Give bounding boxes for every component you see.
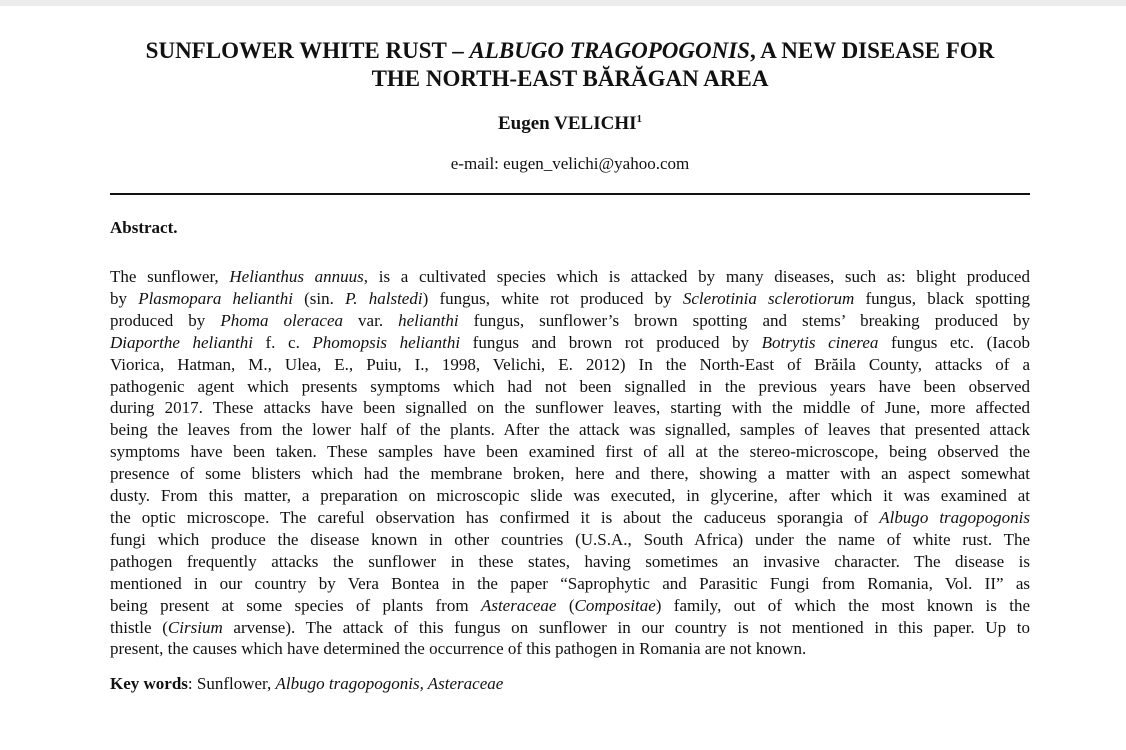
header-divider <box>110 193 1030 195</box>
abstract-line: fungi which produce the disease known in other countries (U.S.A., South Africa) under the name of white rust. The <box>110 529 1030 549</box>
keywords-italic: Albugo tragopogonis, Asteraceae <box>275 674 504 694</box>
abstract-line: pathogen frequently attacks the sunflower in these states, having sometimes an invasive character. The disease is <box>110 551 1030 571</box>
abstract-line: the optic microscope. The careful observation has confirmed it is about the caduceus sporangia of Albugo tragopogonis <box>110 507 1030 527</box>
abstract-line: presence of some blisters which had the membrane broken, here and there, showing a matter with an aspect somewhat <box>110 464 1030 484</box>
abstract-italic-term: Helianthus annuus <box>229 267 364 286</box>
abstract-line: mentioned in our country by Vera Bontea in the paper “Saprophytic and Parasitic Fungi from Romania, Vol. II” as <box>110 573 1030 593</box>
abstract-line: thistle (Cirsium arvense). The attack of this fungus on sunflower in our country is not mentioned in this paper. Up to <box>110 617 1031 637</box>
abstract-italic-term: Diaporthe helianthi <box>110 332 253 352</box>
abstract-line: produced by Phoma oleracea var. helianthi fungus, sunflower’s brown spotting and stems’ breaking produced by <box>110 310 1030 330</box>
abstract-italic-term: Compositae <box>574 595 656 615</box>
abstract-heading: Abstract. <box>110 218 178 237</box>
title-line-1: SUNFLOWER WHITE RUST – ALBUGO TRAGOPOGONIS, A NEW DISEASE FOR <box>145 38 995 63</box>
abstract-line: pathogenic agent which presents symptoms which had not been signalled in the previous years have been observed <box>110 376 1030 396</box>
keywords: Key words: Sunflower, Albugo tragopogonis, Asteraceae <box>110 674 504 694</box>
abstract-line: being the leaves from the lower half of the plants. After the attack was signalled, samples of leaves that presented attack <box>110 420 1030 440</box>
abstract-italic-term: Plasmopara helianthi <box>138 288 293 308</box>
author-email: e-mail: eugen_velichi@yahoo.com <box>450 154 690 173</box>
abstract-italic-term: P. halstedi <box>345 288 423 308</box>
abstract-line: by Plasmopara helianthi (sin. P. halstedi) fungus, white rot produced by Sclerotinia sclerotiorum fungus, black spotting <box>110 288 1031 308</box>
title-line-2: THE NORTH-EAST BĂRĂGAN AREA <box>371 66 769 91</box>
abstract-line: during 2017. These attacks have been signalled on the sunflower leaves, starting with the middle of June, more affected <box>110 398 1030 418</box>
abstract-italic-term: Sclerotinia sclerotiorum <box>682 288 855 308</box>
author-name: Eugen VELICHI$^1$ <box>497 113 642 134</box>
abstract-line: being present at some species of plants from Asteraceae (Compositae) family, out of which the most known is the <box>110 595 1030 615</box>
abstract-italic-term: Botrytis cinerea <box>761 332 879 352</box>
abstract-italic-term: Asteraceae <box>480 595 557 615</box>
abstract-italic-term: Cirsium <box>167 617 223 637</box>
abstract-italic-term: Albugo tragopogonis <box>879 507 1030 527</box>
abstract-line: Diaporthe helianthi f. c. Phomopsis helianthi fungus and brown rot produced by Botrytis cinerea fungus etc. (Iacob <box>110 332 1030 352</box>
keywords-label: Key words <box>110 674 188 694</box>
abstract-line: present, the causes which have determined the occurrence of this pathogen in Romania are not known. <box>110 639 807 659</box>
abstract-italic-term: Phoma oleracea <box>220 310 344 330</box>
abstract-italic-term: Phomopsis helianthi <box>312 332 461 352</box>
paper-page <box>110 0 1030 695</box>
abstract-line: Viorica, Hatman, M., Ulea, E., Puiu, I., 1998, Velichi, E. 2012) In the North-East of Brăila County, attacks of a <box>110 354 1030 374</box>
author-affiliation-mark: 1 <box>636 113 642 125</box>
abstract-body <box>110 266 1030 660</box>
abstract-line: symptoms have been taken. These samples have been examined first of all at the stereo-microscope, being observed the <box>110 442 1030 462</box>
abstract-line: dusty. From this matter, a preparation on microscopic slide was executed, in glycerine, after which it was examined at <box>110 486 1030 506</box>
abstract-italic-term: helianthi <box>398 310 459 330</box>
paper-title <box>110 37 1030 93</box>
abstract-line: The sunflower, Helianthus annuus, is a cultivated species which is attacked by many diseases, such as: blight produced <box>110 267 1030 286</box>
